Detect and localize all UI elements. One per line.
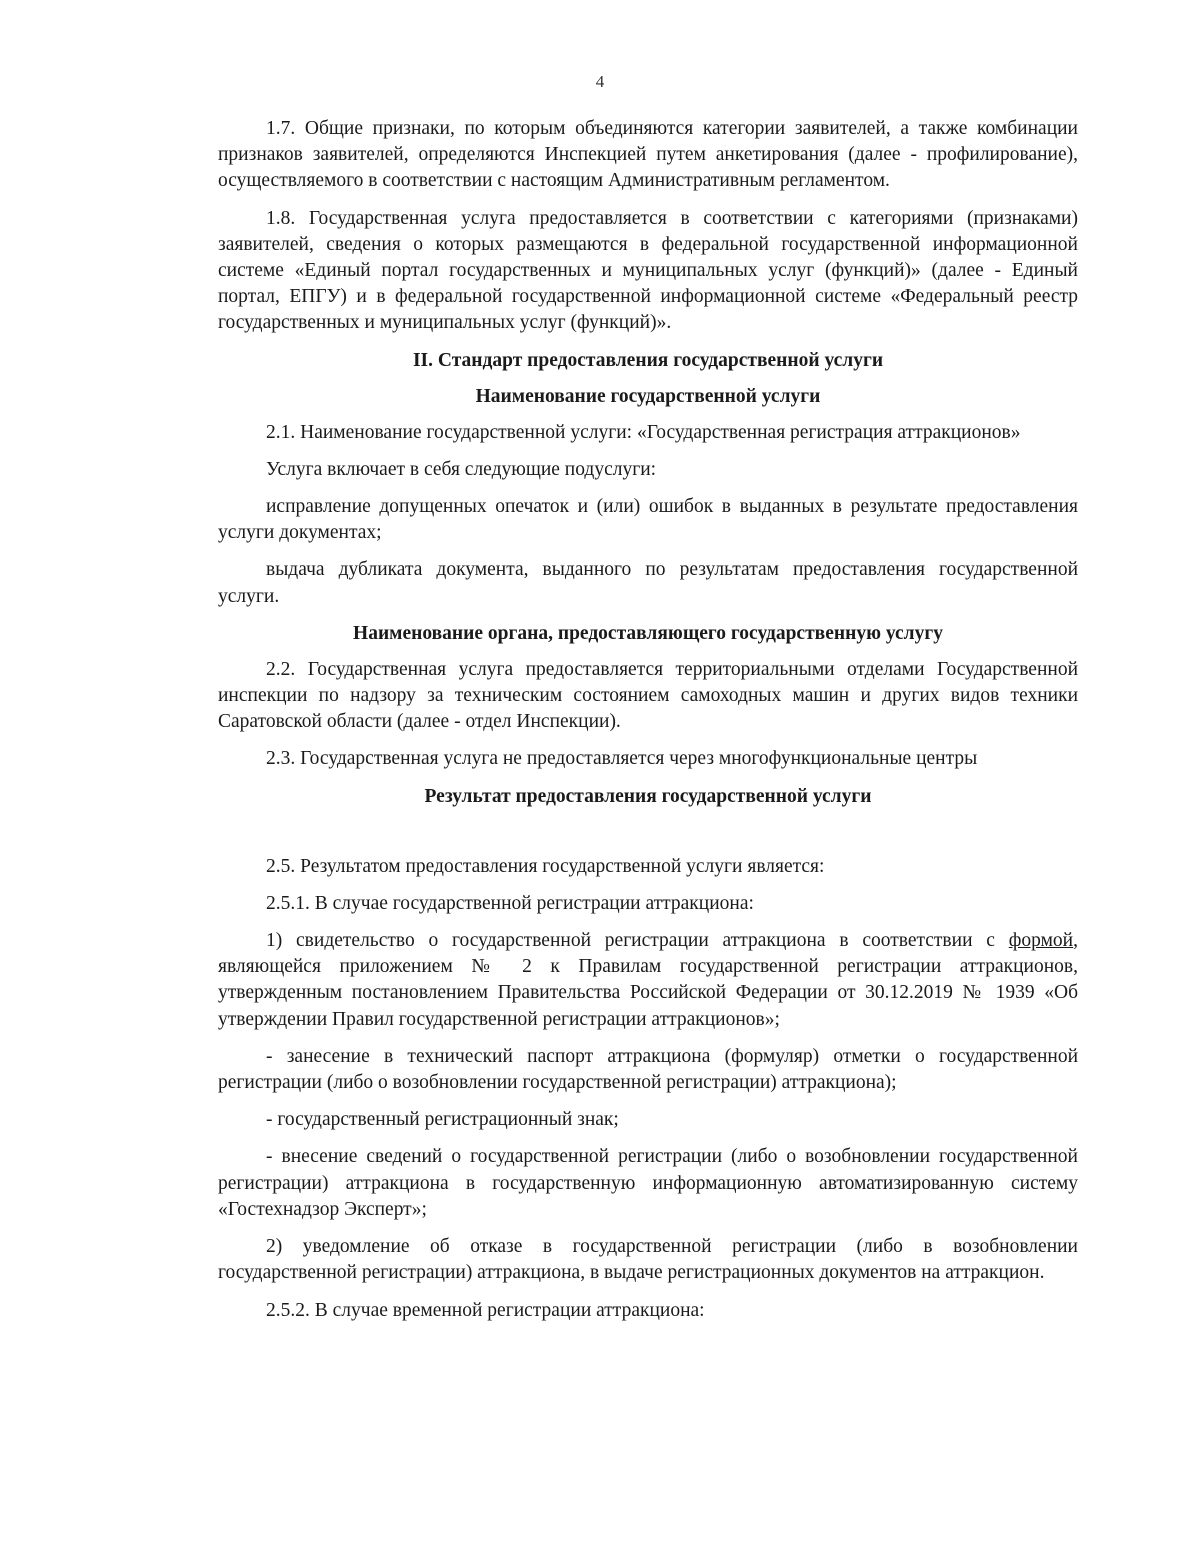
paragraph-2-3: 2.3. Государственная услуга не предоставляется через многофункциональные центры	[266, 748, 978, 770]
subheading-result: Результат предоставления государственной услуги	[424, 785, 872, 807]
paragraph-passport: - занесение в технический паспорт аттракциона (формуляр) отметки о государственной регистрации (либо о возобновлении государственной регистрации) аттракциона);	[218, 1045, 1078, 1094]
subheading-organ: Наименование органа, предоставляющего государственную услугу	[353, 622, 943, 644]
form-link[interactable]: формой	[1008, 930, 1074, 952]
paragraph-correction: исправление допущенных опечаток и (или) ошибок в выданных в результате предоставления услуги документах;	[218, 496, 1078, 544]
certificate-text-start: 1) свидетельство о государственной регистрации аттракциона в соответствии с	[266, 930, 1009, 952]
paragraph-1-8: 1.8. Государственная услуга предоставляется в соответствии с категориями (признаками) заявителей, сведения о которых размещаются в федеральной государственной информационной системе «Единый портал государственных и муниципальных услуг (функций)» (далее - Единый портал, ЕПГУ) и в федеральной государственной информационной системе «Федеральный реестр государственных и муниципальных услуг (функций)».	[218, 207, 1078, 334]
certificate-text-end: , являющейся приложением № 2 к Правилам государственной регистрации аттракционов, утвержденным постановлением Правительства Российской Федерации от 30.12.2019 № 1939 «Об утверждении Правил государственной регистрации аттракционов»;	[218, 930, 1078, 1030]
paragraph-system: - внесение сведений о государственной регистрации (либо о возобновлении государственной регистрации) аттракциона в государственную информационную автоматизированную систему «Гостехнадзор Эксперт»;	[218, 1146, 1078, 1220]
paragraph-refusal: 2) уведомление об отказе в государственной регистрации (либо в возобновлении государственной регистрации) аттракциона, в выдаче регистрационных документов на аттракцион.	[218, 1236, 1078, 1284]
paragraph-subservices: Услуга включает в себя следующие подуслуги:	[266, 458, 657, 480]
spacer	[218, 820, 1078, 854]
paragraph-2-5-1: 2.5.1. В случае государственной регистрации аттракциона:	[266, 892, 754, 914]
paragraph-duplicate: выдача дубликата документа, выданного по результатам предоставления государственной услуги.	[218, 559, 1078, 607]
document-body	[218, 116, 1078, 1335]
paragraph-2-5-2: 2.5.2. В случае временной регистрации аттракциона:	[266, 1299, 705, 1321]
subheading-service-name: Наименование государственной услуги	[475, 385, 821, 407]
page-number: 4	[595, 72, 605, 91]
paragraph-2-5: 2.5. Результатом предоставления государственной услуги является:	[266, 855, 825, 877]
section-heading-2: II. Стандарт предоставления государственной услуги	[412, 349, 884, 371]
paragraph-2-1: 2.1. Наименование государственной услуги: «Государственная регистрация аттракционов»	[266, 421, 1021, 443]
paragraph-certificate	[218, 928, 1078, 1033]
paragraph-2-2: 2.2. Государственная услуга предоставляется территориальными отделами Государственной инспекции по надзору за техническим состоянием самоходных машин и других видов техники Саратовской области (далее - отдел Инспекции).	[218, 658, 1078, 733]
paragraph-1-7: 1.7. Общие признаки, по которым объединяются категории заявителей, а также комбинации признаков заявителей, определяются Инспекцией путем анкетирования (далее - профилирование), осуществляемого в соответствии с настоящим Административным регламентом.	[218, 118, 1078, 192]
paragraph-reg-sign: - государственный регистрационный знак;	[266, 1109, 619, 1131]
